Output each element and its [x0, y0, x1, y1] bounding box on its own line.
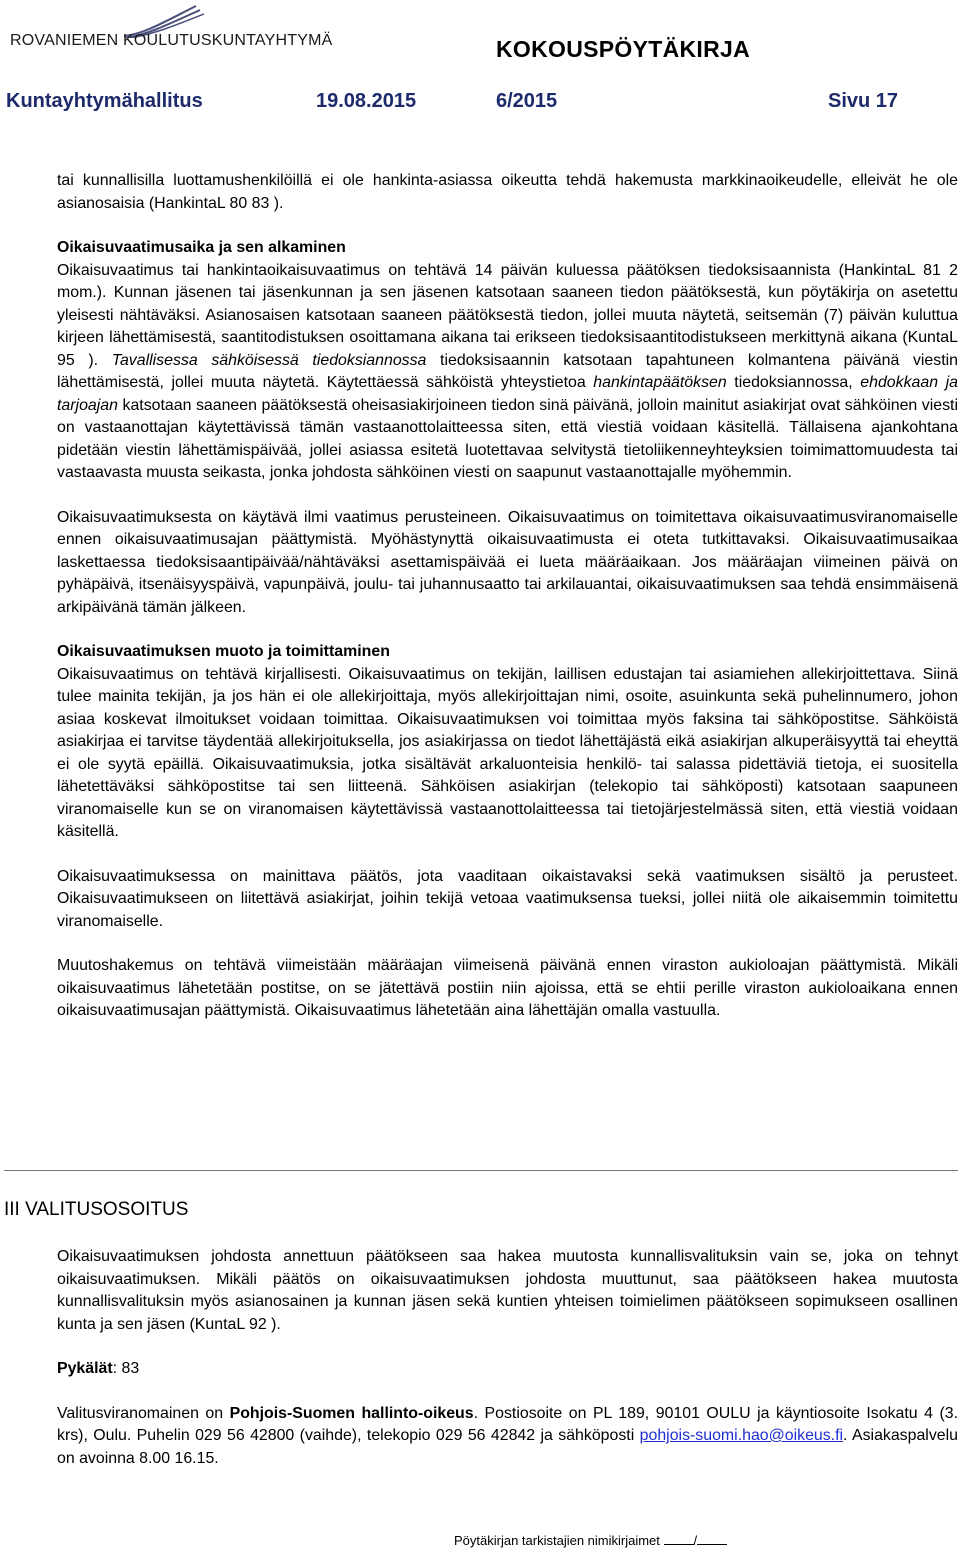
italic-text: hankintapäätöksen: [593, 374, 727, 391]
paragraph: Oikaisuvaatimuksesta on käytävä ilmi vaatimus perusteineen. Oikaisuvaatimus on toimitettava oikaisuvaatimusviranomaiselle ennen oikaisuvaatimusajan päättymistä. Myöhästynyttä oikaisuvaatimusta ei oteta tutkittavaksi. Oikaisuvaatimusaikaa laskettaessa tiedoksisaantipäivää/nähtäväksi asettamispäivää ei lueta määräaikaan. Jos määräajan viimeinen päivä on pyhäpäivä, itsenäisyyspäivä, vapunpäivä, joulu- tai juhannusaatto tai arkilauantai, oikaisuvaatimuksen saa tehdä ensimmäisenä arkipäivänä tämän jälkeen.: [57, 508, 958, 616]
pykalat-value: : 83: [112, 1360, 140, 1377]
email-link[interactable]: pohjois-suomi.hao@oikeus.fi: [639, 1427, 844, 1444]
signatures-label: Pöytäkirjan tarkistajien nimikirjaimet: [454, 1533, 660, 1548]
text-span: tiedoksisaannin katsotaan tapahtuneen kolmantena päivänä viestin lähettämisestä, jollei muuta näytetä. Käytettäessä sähköistä yhteystietoa: [57, 351, 959, 391]
text-span: Oikaisuvaatimus tai hankintaoikaisuvaatimus on tehtävä 14 päivän kuluessa päätöksen tiedoksisaannista (HankintaL 81 2 mom.). Kunnan jäsenen tai jäsenkunnan ja sen jäsenen katsotaan saaneen tiedon päätöksestä, kun pöytäkirja on asetettu yleisesti nähtäväksi. Asianosaisen katsotaan saaneen päätöksestä tiedon, jollei muuta näytetä, seitsemän (7) päivän kuluttua kirjeen lähettämisestä, saantitodistuksen osoittamana aikana tai erikseen tiedoksisaantitodistukseen merkittynä aikana (KuntaL 95 ).: [57, 261, 958, 369]
paragraph: Oikaisuvaatimuksen johdosta annettuun päätökseen saa hakea muutosta kunnallisvalituksin vain se, joka on tehnyt oikaisuvaatimuksen. Mikäli päätös on oikaisuvaatimuksen johdosta muuttunut, saa päätökseen hakea muutosta kunnallisvalituksin myös asianosainen ja kunnan jäsen sekä kuntien yhteisen toimielimen päätökseen sopimukseen osallinen kunta ja sen jäsen (KuntaL 92 ).: [57, 1248, 958, 1333]
paragraph: Oikaisuvaatimus on tehtävä kirjallisesti. Oikaisuvaatimus on tekijän, laillisen edustajan tai asiamiehen allekirjoittettava. Siinä tulee mainita tekijän, ja jos hän ei ole allekirjoittaja, myös allekirjoittajan nimi, osoite, asuinkunta sekä puhelinnumero, johon asiaa koskevat ilmoitukset voidaan toimittaa. Oikaisuvaatimuksen voi toimittaa myös faksina tai sähköpostitse. Sähköistä asiakirjaa ei tarvitse täydentää allekirjoituksella, jos asiakirjassa on tiedot lähettäjästä eikä asiakirjan alkuperäisyyttä tai eheyttä ei ole syytä epäillä. Oikaisuvaatimuksia, jotka sisältävät arkaluonteisia henkilö- tai salassa pidettäviä tietoja, ei suositella lähetettäväksi sähköpostitse tai sen liitteenä. Sähköisen asiakirjan (telekopio tai sähköposti) katsotaan saapuneen viranomaiselle kun se on viranomaisen käytettävissä vastaanottolaitteessa tai tietojärjestelmässä siten, että viestiä voidaan käsitellä.: [57, 665, 958, 840]
paragraph: Oikaisuvaatimuksessa on mainittava päätös, jota vaaditaan oikaistavaksi sekä vaatimuksen sisältö ja perusteet. Oikaisuvaatimukseen on liitettävä asiakirjat, joihin tekijä vetoaa vaatimuksensa tueksi, jollei niitä ole aikaisemmin toimitettu viranomaiselle.: [57, 867, 958, 930]
document-type: KOKOUSPÖYTÄKIRJA: [496, 36, 750, 62]
section-divider: [4, 1170, 958, 1171]
text-span: . Asiakaspalvelu on avoinna 8.00 16.15.: [57, 1427, 958, 1467]
pykalat-line: [57, 1358, 958, 1381]
heading-oikaisuvaatimusaika: Oikaisuvaatimusaika ja sen alkaminen: [57, 239, 346, 256]
heading-muoto-ja-toimittaminen: Oikaisuvaatimuksen muoto ja toimittaminen: [57, 643, 390, 660]
paragraph: [57, 260, 958, 485]
logo-text: ROVANIEMEN KOULUTUSKUNTAYHTYMÄ: [10, 32, 333, 49]
paragraph: Muutoshakemus on tehtävä viimeistään määräajan viimeisenä päivänä ennen viraston aukioloajan päättymistä. Mikäli oikaisuvaatimus lähetetään postitse, on se jätettävä postiin niin ajoissa, että se ehtii perille viraston aukioloaikana ennen oikaisuvaatimusajan päättymistä. Oikaisuvaatimus lähetetään aina lähettäjän omalla vastuulla.: [57, 957, 958, 1019]
italic-text: Tavallisessa sähköisessä tiedoksiannossa: [111, 351, 427, 369]
paragraph: [57, 1403, 958, 1471]
document-body: [57, 170, 958, 1023]
meeting-number: 6/2015: [496, 90, 558, 112]
section-title: III VALITUSOSOITUS: [4, 1199, 189, 1220]
authority-name: Pohjois-Suomen hallinto-oikeus: [229, 1404, 474, 1422]
paragraph: tai kunnallisilla luottamushenkilöillä ei ole hankinta-asiassa oikeutta tehdä hakemusta markkinaoikeudelle, elleivät he ole asianosaisia (HankintaL 80 83 ).: [57, 172, 958, 212]
signature-blank: [664, 1534, 694, 1545]
page-number: Sivu 17: [828, 90, 899, 112]
italic-text: ehdokkaan ja tarjoajan: [57, 374, 958, 414]
text-span: . Postiosoite on PL 189, 90101 OULU ja käyntiosoite Isokatu 4 (3. krs), Oulu. Puhelin 029 56 42800 (vaihde), telekopio 029 56 42842 ja sähköposti: [57, 1404, 958, 1444]
text-span: katsotaan saaneen päätöksestä oheisasiakirjoineen tiedon sinä päivänä, jolloin mainitut asiakirjat ovat sähköinen viesti on vastaanottajan käytettävissä tämän vastaanottolaitteessa siten, että viestiä voidaan käsitellä. Tällaisena ajankohtana pidetään viestin lähettämispäivää, jollei asiassa esitetä luotettavaa selvitystä tietoliikenneyhteyksien toimimattomuudesta tai vastaavasta muusta seikasta, jonka johdosta sähköinen viesti on saapunut vastaanottajalle myöhemmin.: [57, 396, 958, 481]
appeal-instructions: [57, 1246, 958, 1470]
text-span: tiedoksiannossa,: [726, 374, 861, 391]
text-span: Valitusviranomainen on: [57, 1404, 230, 1422]
signature-blank: [697, 1534, 727, 1545]
meeting-date: 19.08.2015: [316, 90, 417, 112]
page-footer: [454, 1533, 727, 1548]
organization-logo: [4, 4, 364, 52]
organ-name: Kuntayhtymähallitus: [6, 90, 203, 112]
signature-separator: /: [693, 1533, 698, 1548]
pykalat-label: Pykälät: [57, 1360, 113, 1377]
